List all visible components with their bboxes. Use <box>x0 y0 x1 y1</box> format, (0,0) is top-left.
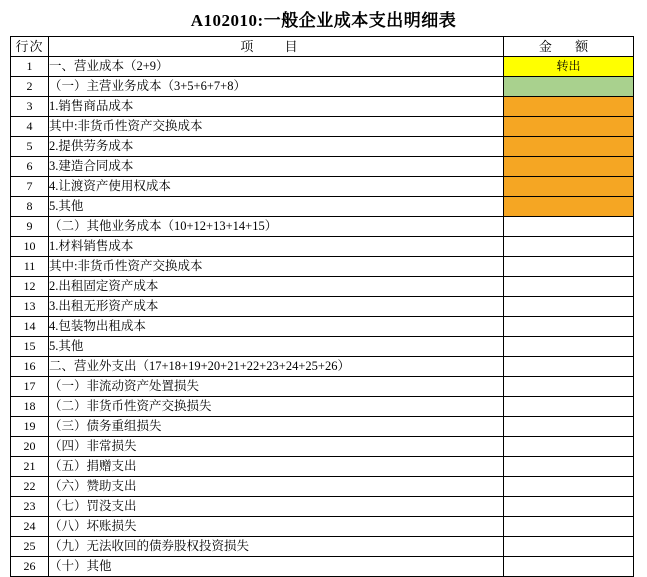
table-body <box>11 57 634 577</box>
amount-cell[interactable] <box>504 157 634 177</box>
table-row[interactable] <box>11 417 634 437</box>
row-number-cell: 23 <box>11 497 49 517</box>
table-row[interactable] <box>11 257 634 277</box>
row-number-cell: 24 <box>11 517 49 537</box>
amount-cell[interactable] <box>504 277 634 297</box>
row-number-cell: 13 <box>11 297 49 317</box>
row-number-cell: 9 <box>11 217 49 237</box>
amount-cell[interactable] <box>504 257 634 277</box>
item-label-cell: （一）主营业务成本（3+5+6+7+8） <box>49 77 504 97</box>
row-number-cell: 19 <box>11 417 49 437</box>
item-label-cell: 5.其他 <box>49 337 504 357</box>
row-number-cell: 12 <box>11 277 49 297</box>
row-number-cell: 26 <box>11 557 49 577</box>
amount-cell[interactable] <box>504 237 634 257</box>
table-row[interactable] <box>11 217 634 237</box>
item-label-cell: （六）赞助支出 <box>49 477 504 497</box>
item-label-cell: （三）债务重组损失 <box>49 417 504 437</box>
item-label-cell: （一）非流动资产处置损失 <box>49 377 504 397</box>
row-number-cell: 14 <box>11 317 49 337</box>
table-row[interactable] <box>11 157 634 177</box>
item-label-cell: （二）其他业务成本（10+12+13+14+15） <box>49 217 504 237</box>
table-row[interactable] <box>11 317 634 337</box>
row-number-cell: 21 <box>11 457 49 477</box>
row-number-cell: 20 <box>11 437 49 457</box>
table-row[interactable] <box>11 57 634 77</box>
row-number-cell: 15 <box>11 337 49 357</box>
item-label-cell: 3.出租无形资产成本 <box>49 297 504 317</box>
table-row[interactable] <box>11 237 634 257</box>
row-number-cell: 5 <box>11 137 49 157</box>
table-row[interactable] <box>11 377 634 397</box>
row-number-cell: 16 <box>11 357 49 377</box>
item-label-cell: （八）坏账损失 <box>49 517 504 537</box>
table-row[interactable] <box>11 357 634 377</box>
item-label-cell: 其中:非货币性资产交换成本 <box>49 117 504 137</box>
amount-cell[interactable]: 转出 <box>504 57 634 77</box>
amount-cell[interactable] <box>504 397 634 417</box>
row-number-cell: 10 <box>11 237 49 257</box>
item-label-cell: 二、营业外支出（17+18+19+20+21+22+23+24+25+26） <box>49 357 504 377</box>
amount-cell[interactable] <box>504 457 634 477</box>
item-label-cell: 其中:非货币性资产交换成本 <box>49 257 504 277</box>
table-row[interactable] <box>11 177 634 197</box>
item-label-cell: 4.让渡资产使用权成本 <box>49 177 504 197</box>
row-number-cell: 18 <box>11 397 49 417</box>
row-number-cell: 1 <box>11 57 49 77</box>
page-title: A102010:一般企业成本支出明细表 <box>190 11 457 30</box>
amount-cell[interactable] <box>504 337 634 357</box>
item-label-cell: （九）无法收回的债券股权投资损失 <box>49 537 504 557</box>
table-row[interactable] <box>11 517 634 537</box>
row-number-cell: 8 <box>11 197 49 217</box>
amount-cell[interactable] <box>504 517 634 537</box>
amount-cell[interactable] <box>504 97 634 117</box>
amount-cell[interactable] <box>504 377 634 397</box>
cost-expense-table <box>10 36 634 577</box>
item-label-cell: （七）罚没支出 <box>49 497 504 517</box>
item-label-cell: 5.其他 <box>49 197 504 217</box>
item-label-cell: 1.材料销售成本 <box>49 237 504 257</box>
table-row[interactable] <box>11 197 634 217</box>
row-number-cell: 6 <box>11 157 49 177</box>
amount-cell[interactable] <box>504 297 634 317</box>
row-number-cell: 2 <box>11 77 49 97</box>
table-row[interactable] <box>11 557 634 577</box>
column-header-row-no: 行次 <box>11 37 49 57</box>
row-number-cell: 4 <box>11 117 49 137</box>
item-label-cell: 3.建造合同成本 <box>49 157 504 177</box>
amount-cell[interactable] <box>504 497 634 517</box>
table-row[interactable] <box>11 457 634 477</box>
row-number-cell: 7 <box>11 177 49 197</box>
table-row[interactable] <box>11 437 634 457</box>
item-label-cell: （四）非常损失 <box>49 437 504 457</box>
row-number-cell: 11 <box>11 257 49 277</box>
amount-cell[interactable] <box>504 477 634 497</box>
amount-cell[interactable] <box>504 77 634 97</box>
item-label-cell: 一、营业成本（2+9） <box>49 57 504 77</box>
item-label-cell: 2.提供劳务成本 <box>49 137 504 157</box>
table-row[interactable] <box>11 337 634 357</box>
column-header-amount: 金 额 <box>504 37 634 57</box>
item-label-cell: 2.出租固定资产成本 <box>49 277 504 297</box>
table-row[interactable] <box>11 277 634 297</box>
amount-cell[interactable] <box>504 117 634 137</box>
row-number-cell: 17 <box>11 377 49 397</box>
column-header-item: 项 目 <box>49 37 504 57</box>
item-label-cell: 1.销售商品成本 <box>49 97 504 117</box>
amount-cell[interactable] <box>504 137 634 157</box>
table-row[interactable] <box>11 397 634 417</box>
item-label-cell: （二）非货币性资产交换损失 <box>49 397 504 417</box>
table-row[interactable] <box>11 77 634 97</box>
row-number-cell: 25 <box>11 537 49 557</box>
amount-cell[interactable] <box>504 437 634 457</box>
amount-cell[interactable] <box>504 197 634 217</box>
table-row[interactable] <box>11 297 634 317</box>
item-label-cell: （五）捐赠支出 <box>49 457 504 477</box>
table-row[interactable] <box>11 477 634 497</box>
table-header-row <box>11 37 634 57</box>
table-row[interactable] <box>11 97 634 117</box>
item-label-cell: 4.包装物出租成本 <box>49 317 504 337</box>
table-header <box>11 37 634 57</box>
table-row[interactable] <box>11 497 634 517</box>
amount-cell[interactable] <box>504 357 634 377</box>
amount-cell[interactable] <box>504 557 634 577</box>
item-label-cell: （十）其他 <box>49 557 504 577</box>
table-row[interactable] <box>11 117 634 137</box>
amount-cell[interactable] <box>504 177 634 197</box>
amount-cell[interactable] <box>504 217 634 237</box>
row-number-cell: 3 <box>11 97 49 117</box>
table-row[interactable] <box>11 137 634 157</box>
row-number-cell: 22 <box>11 477 49 497</box>
amount-cell[interactable] <box>504 317 634 337</box>
amount-cell[interactable] <box>504 417 634 437</box>
